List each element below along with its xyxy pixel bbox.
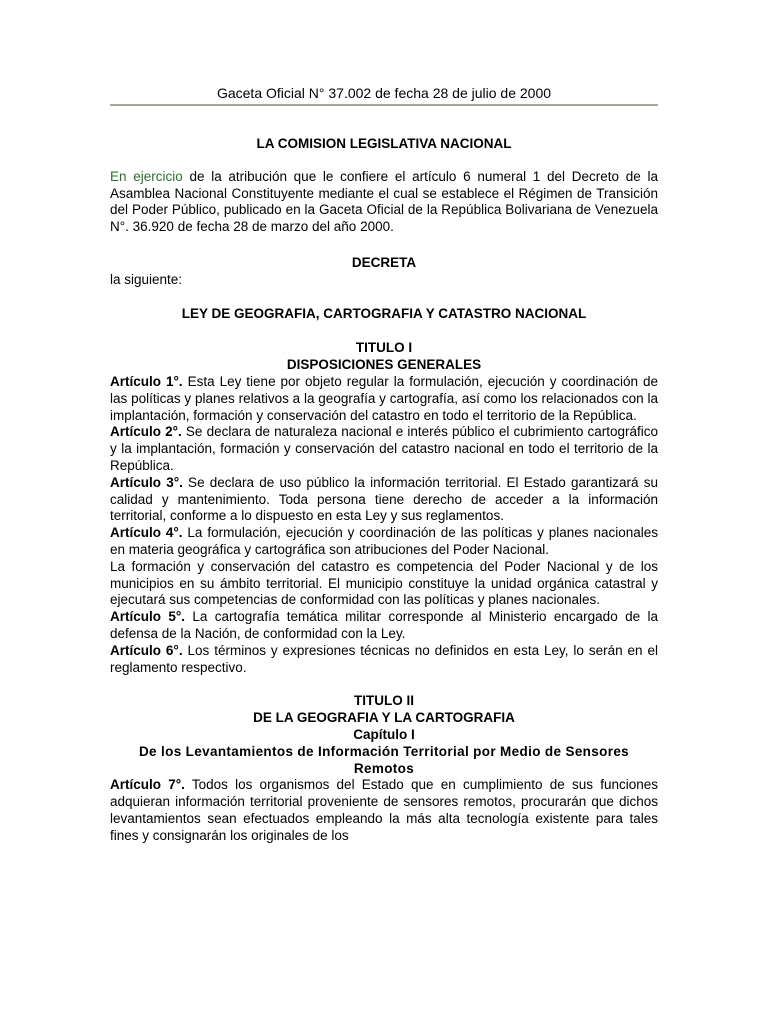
article-text: Se declara de uso público la información territorial. El Estado garantizará su calidad y mantenimiento. Toda persona tiene derecho de acceder a la información territorial, conforme a lo dispuesto en esta Ley y sus reglamentos. xyxy=(110,474,658,524)
chapter-1-name: De los Levantamientos de Información Territorial por Medio de Sensores Remotos xyxy=(138,743,630,776)
article-7 xyxy=(110,777,658,844)
intro-text: de la atribución que le confiere el artículo 6 numeral 1 del Decreto de la Asamblea Nacional Constituyente mediante el cual se establece el Régimen de Transición del Poder Público, publicado en la Gaceta Oficial de la República Bolivariana de Venezuela N°. 36.920 de fecha 28 de marzo del año 2000. xyxy=(110,168,658,235)
titulo-2-name: DE LA GEOGRAFIA Y LA CARTOGRAFIA xyxy=(253,710,515,726)
article-text: La formulación, ejecución y coordinación de las políticas y planes nacionales en materia geográfica y cartográfica son atribuciones del Poder Nacional. xyxy=(110,525,658,557)
article-text: La formación y conservación del catastro es competencia del Poder Nacional y de los municipios en su ámbito territorial. El municipio constituye la unidad orgánica catastral y ejecutará sus competencias de conformidad con las políticas y planes nacionales. xyxy=(110,558,658,608)
article-4-paragraph-2 xyxy=(110,559,658,609)
commission-title: LA COMISION LEGISLATIVA NACIONAL xyxy=(256,136,512,151)
article-label: Artículo 5°. xyxy=(110,609,186,625)
titulo-1-number: TITULO I xyxy=(355,340,413,356)
law-title: LEY DE GEOGRAFIA, CARTOGRAFIA Y CATASTRO NACIONAL xyxy=(181,305,587,321)
article-2 xyxy=(110,424,658,474)
siguiente-text: la siguiente: xyxy=(110,271,183,287)
article-text: La cartografía temática militar corresponde al Ministerio encargado de la defensa de la Nación, de conformidad con la Ley. xyxy=(110,609,658,641)
intro-paragraph xyxy=(110,169,658,236)
article-3 xyxy=(110,475,658,525)
article-label: Artículo 1°. xyxy=(110,373,183,389)
article-6 xyxy=(110,643,658,677)
intro-highlight: En ejercicio xyxy=(110,168,183,184)
article-5 xyxy=(110,609,658,643)
titulo-1-name: DISPOSICIONES GENERALES xyxy=(286,357,482,373)
article-label: Artículo 2°. xyxy=(110,424,182,440)
article-text: Esta Ley tiene por objeto regular la formulación, ejecución y coordinación de las políticas y planes relativos a la geografía y cartografía, así como los relacionados con la implantación, formación y conservación del catastro en todo el territorio de la República. xyxy=(110,373,658,423)
article-text: Los términos y expresiones técnicas no definidos en esta Ley, lo serán en el reglamento respectivo. xyxy=(110,642,658,675)
article-label: Artículo 7°. xyxy=(110,777,185,793)
article-text: Todos los organismos del Estado que en cumplimiento de sus funciones adquieran información territorial proveniente de sensores remotos, procurarán que dichos levantamientos sean efectuados empleando la más alta tecnología existente para tales fines y consignarán los originales de los xyxy=(110,777,658,843)
titulo-2-number: TITULO II xyxy=(354,693,414,709)
article-label: Artículo 6°. xyxy=(110,642,183,658)
chapter-1-number: Capítulo I xyxy=(353,726,415,742)
article-4 xyxy=(110,525,658,559)
document-page xyxy=(110,84,658,844)
gazette-header: Gaceta Oficial N° 37.002 de fecha 28 de julio de 2000 xyxy=(110,84,658,106)
article-label: Artículo 3°. xyxy=(110,474,183,490)
article-text: Se declara de naturaleza nacional e interés público el cubrimiento cartográfico y la implantación, formación y conservación del catastro nacional en todo el territorio de la República. xyxy=(110,424,658,473)
article-label: Artículo 4°. xyxy=(110,525,183,541)
decreta-heading: DECRETA xyxy=(351,254,417,270)
article-1 xyxy=(110,374,658,424)
